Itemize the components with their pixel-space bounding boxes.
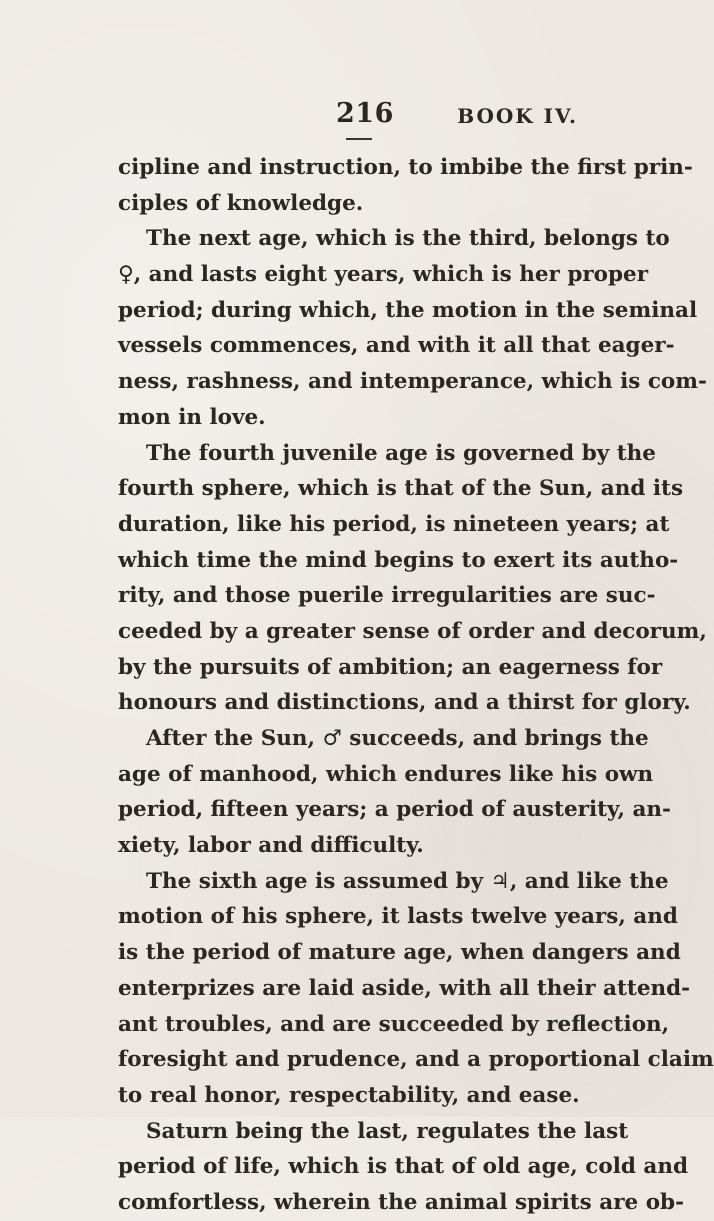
text-line: ciples of knowledge.: [118, 190, 364, 216]
text-line: by the pursuits of ambition; an eagerness for: [118, 654, 663, 680]
text-line: rity, and those puerile irregularities are suc-: [118, 583, 656, 609]
text-line: The next age, which is the third, belongs to: [146, 226, 670, 252]
text-line: The fourth juvenile age is governed by the: [146, 440, 656, 466]
text-line: ness, rashness, and intemperance, which is com-: [118, 369, 707, 395]
page-number: 216: [336, 98, 394, 129]
text-line: duration, like his period, is nineteen years; at: [118, 511, 670, 537]
text-line: period, fifteen years; a period of austerity, an-: [118, 797, 671, 823]
text-line: vessels commences, and with it all that eager-: [118, 333, 675, 359]
text-line: After the Sun, ♂ succeeds, and brings the: [146, 726, 649, 751]
page-header: [118, 98, 598, 138]
text-line: fourth sphere, which is that of the Sun, and its: [118, 476, 684, 502]
text-line: motion of his sphere, it lasts twelve years, and: [118, 904, 678, 930]
text-line: period; during which, the motion in the seminal: [118, 297, 698, 323]
text-line: to real honor, respectability, and ease.: [118, 1082, 580, 1108]
text-line: which time the mind begins to exert its autho-: [118, 547, 679, 573]
text-line: Saturn being the last, regulates the last: [146, 1118, 629, 1144]
text-line: is the period of mature age, when dangers and: [118, 940, 681, 966]
text-line: foresight and prudence, and a proportional claim: [118, 1047, 714, 1073]
text-line: comfortless, wherein the animal spirits are ob-: [118, 1189, 684, 1215]
body-text: [118, 150, 714, 1221]
text-line: period of life, which is that of old age, cold and: [118, 1154, 688, 1180]
text-line: cipline and instruction, to imbibe the first prin-: [118, 155, 693, 180]
text-line: xiety, labor and difficulty.: [118, 833, 424, 859]
text-line: age of manhood, which endures like his own: [118, 761, 654, 787]
text-line: ♀, and lasts eight years, which is her proper: [118, 262, 649, 288]
text-line: enterprizes are laid aside, with all their attend-: [118, 975, 691, 1001]
text-line: mon in love.: [118, 404, 266, 430]
text-line: honours and distinctions, and a thirst for glory.: [118, 690, 691, 716]
running-head: BOOK IV.: [457, 104, 578, 128]
text-line: The sixth age is assumed by ♃, and like the: [146, 868, 669, 894]
text-line: ceeded by a greater sense of order and decorum,: [118, 618, 707, 644]
text-line: ant troubles, and are succeeded by reflection,: [118, 1011, 670, 1037]
header-rule: [346, 138, 372, 140]
